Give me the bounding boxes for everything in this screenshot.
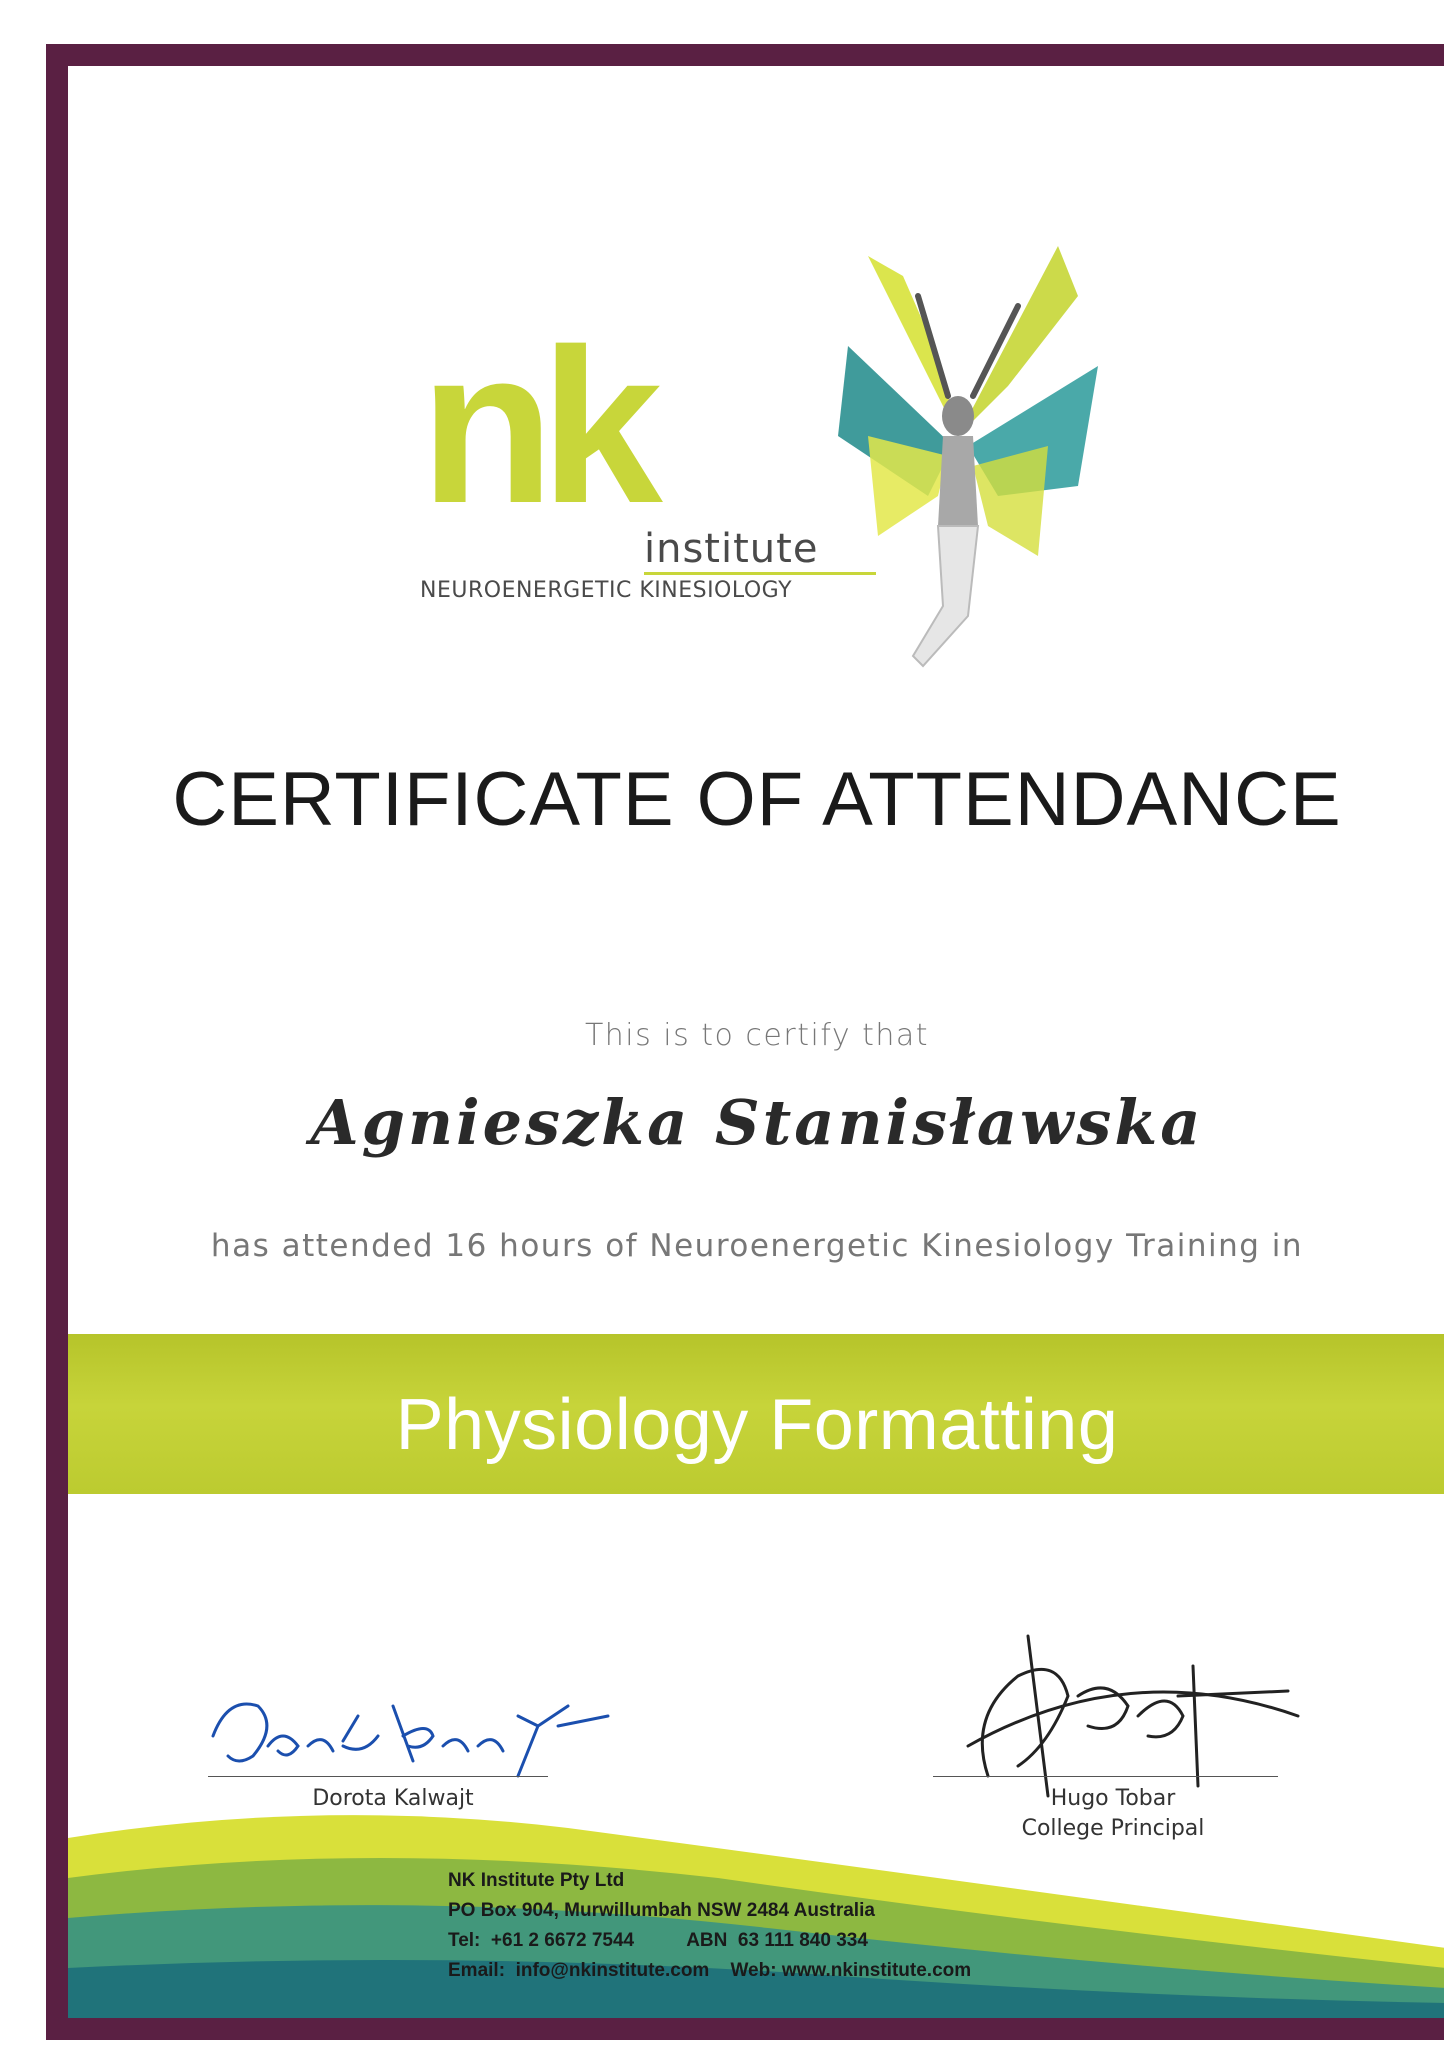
footer-web-row xyxy=(448,1956,971,1986)
certificate-frame xyxy=(46,44,1444,2040)
recipient-name: Agnieszka Stanisławska xyxy=(310,1086,1204,1159)
course-name: Physiology Formatting xyxy=(395,1385,1119,1465)
footer-email: Email: info@nkinstitute.com xyxy=(448,1960,710,1981)
logo-tagline: NEUROENERGETIC KINESIOLOGY xyxy=(420,578,793,603)
certificate-title: CERTIFICATE OF ATTENDANCE xyxy=(172,757,1342,842)
instructor-name: Dorota Kalwajt xyxy=(312,1786,474,1811)
company-footer xyxy=(448,1866,971,1986)
footer-contact-row xyxy=(448,1926,971,1956)
attendance-text: has attended 16 hours of Neuroenergetic Kinesiology Training in xyxy=(210,1228,1304,1264)
principal-role: College Principal xyxy=(1021,1816,1205,1841)
principal-name: Hugo Tobar xyxy=(1050,1786,1176,1811)
logo-mark: nk xyxy=(420,303,649,549)
footer-address: PO Box 904, Murwillumbah NSW 2484 Australia xyxy=(448,1900,875,1921)
principal-signature-line xyxy=(933,1776,1278,1777)
footer-company: NK Institute Pty Ltd xyxy=(448,1870,625,1891)
certify-intro: This is to certify that xyxy=(584,1018,930,1053)
dancer-wings-illustration xyxy=(808,236,1108,686)
footer-abn: ABN 63 111 840 334 xyxy=(686,1930,868,1951)
instructor-signature-line xyxy=(208,1776,548,1777)
footer-web: Web: www.nkinstitute.com xyxy=(730,1960,972,1981)
footer-tel: Tel: +61 2 6672 7544 xyxy=(448,1930,635,1951)
logo-word: institute xyxy=(644,526,819,572)
